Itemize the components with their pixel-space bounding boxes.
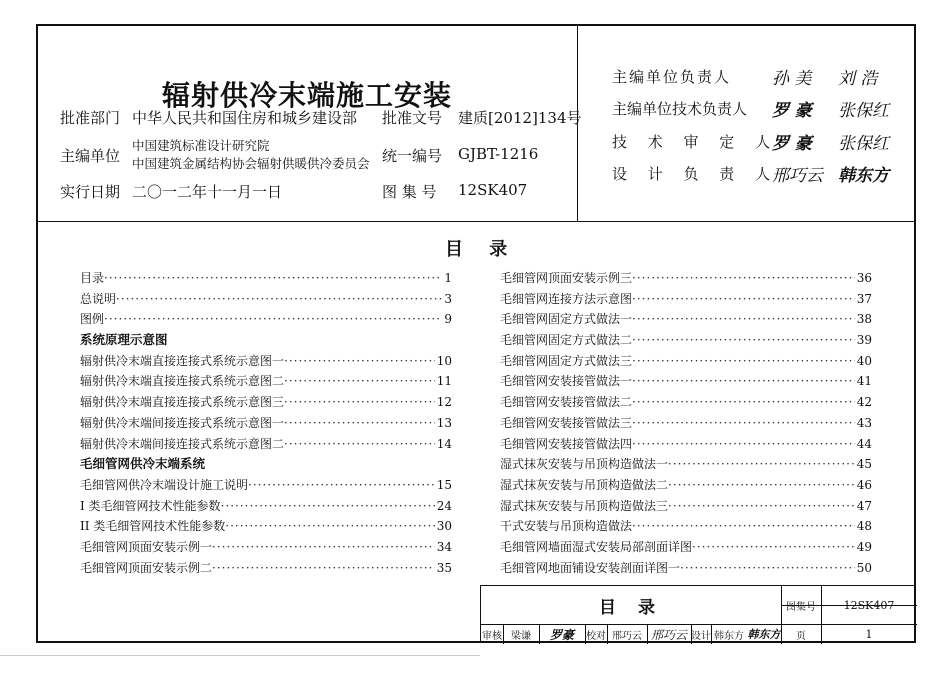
toc-page-number: 44 (856, 436, 872, 451)
title-block-title: 目 录 (599, 597, 663, 618)
editor-unit-1: 中国建筑标准设计研究院 (132, 138, 270, 153)
signature-4a: 邢巧云 (772, 166, 823, 186)
toc-page-number: 14 (436, 436, 452, 451)
toc-entry (500, 268, 872, 289)
toc-page-number: 15 (436, 477, 452, 492)
toc-entry-title: 系统原理示意图 (80, 332, 168, 348)
toc-leader-dots (632, 434, 855, 455)
toc-leader-dots (284, 413, 435, 434)
toc-heading: 目 录 (445, 239, 518, 260)
atlas-title: 辐射供冷末端施工安装 (161, 79, 452, 112)
toc-page-number: 46 (856, 477, 872, 492)
unified-no-label: 统一编号 (382, 147, 443, 165)
signature-1b: 刘 浩 (838, 69, 878, 89)
toc-page-number: 24 (436, 498, 452, 513)
toc-leader-dots (212, 558, 435, 579)
toc-leader-dots (116, 289, 442, 310)
atlas-no-label: 图 集 号 (382, 183, 437, 201)
review-label: 审核 (482, 630, 502, 642)
check-label: 校对 (586, 630, 606, 642)
toc-entry-title: 目录 (80, 271, 105, 285)
signature-3a: 罗 豪 (772, 134, 812, 154)
signature-1a: 孙 美 (772, 69, 812, 89)
toc-entry (500, 330, 872, 351)
designer-signature: 韩东方 (747, 628, 781, 641)
toc-page-number: 49 (856, 539, 872, 554)
header-signature-panel (578, 24, 916, 222)
toc-entry-title: I 类毛细管网技术性能参数 (80, 498, 221, 513)
toc-entry (80, 434, 452, 455)
toc-entry-title: 辐射供冷末端直接连接式系统示意图二 (80, 374, 285, 389)
toc-entry (80, 371, 452, 392)
toc-leader-dots (668, 454, 855, 475)
toc-entry (80, 537, 452, 558)
toc-entry-title: 毛细管网地面铺设安装剖面详图一 (500, 560, 681, 575)
toc-entry (80, 392, 452, 413)
toc-entry-title: 毛细管网顶面安装示例三 (500, 271, 633, 285)
toc-leader-dots (104, 268, 442, 289)
toc-entry (500, 371, 872, 392)
toc-page-number: 45 (856, 457, 872, 472)
toc-page-number: 43 (856, 415, 872, 430)
page-label: 页 (796, 630, 806, 642)
toc-entry-title: 毛细管网固定方式做法二 (500, 333, 633, 348)
toc-entry (500, 351, 872, 372)
toc-entry (80, 309, 452, 330)
toc-entry-title: 辐射供冷末端直接连接式系统示意图三 (80, 395, 285, 410)
toc-entry (500, 413, 872, 434)
toc-entry-title: 毛细管网安装接管做法三 (500, 415, 633, 430)
toc-page-number: 40 (856, 353, 872, 368)
toc-page-number: 41 (856, 374, 872, 389)
toc-entry-title: 辐射供冷末端间接连接式系统示意图一 (80, 415, 285, 430)
toc-leader-dots (668, 496, 855, 517)
toc-page-number: 50 (856, 560, 872, 575)
toc-page-number: 1 (444, 271, 452, 285)
toc-entry (80, 475, 452, 496)
toc-page-number: 48 (856, 519, 872, 534)
sig-role-2: 主编单位技术负责人 (612, 100, 748, 118)
toc-page-number: 42 (856, 395, 872, 410)
toc-entry (500, 454, 872, 475)
toc-page-number: 35 (436, 560, 452, 575)
toc-entry (500, 537, 872, 558)
toc-entry-title: 毛细管网固定方式做法三 (500, 353, 633, 368)
signature-2b: 张保红 (838, 101, 889, 121)
toc-entry-title: 毛细管网连接方法示意图 (500, 291, 633, 306)
toc-section-heading (80, 454, 452, 475)
toc-leader-dots (680, 558, 855, 579)
toc-page-number: 37 (856, 291, 872, 306)
toc-entry (80, 496, 452, 517)
toc-entry-title: 总说明 (80, 291, 117, 306)
toc-entry-title: II 类毛细管网技术性能参数 (80, 519, 226, 534)
toc-page-number: 3 (444, 291, 452, 306)
toc-leader-dots (632, 516, 855, 537)
toc-entry (500, 475, 872, 496)
toc-entry-title: 毛细管网顶面安装示例二 (80, 560, 213, 575)
toc-entry-title: 毛细管网墙面湿式安装局部剖面详图 (500, 539, 693, 554)
toc-page-number: 11 (436, 374, 452, 389)
toc-entry-title: 毛细管网供冷末端设计施工说明 (80, 477, 249, 492)
approve-doc-label: 批准文号 (382, 109, 443, 127)
toc-leader-dots (632, 371, 855, 392)
toc-leader-dots (225, 516, 434, 537)
sig-role-3: 技 术 审 定 人 (612, 133, 779, 151)
toc-page-number: 13 (436, 415, 452, 430)
sig-role-1: 主编单位负责人 (612, 68, 732, 86)
sig-role-4: 设 计 负 责 人 (612, 165, 779, 183)
toc-leader-dots (104, 309, 442, 330)
atlas-no: 12SK407 (458, 181, 528, 199)
reviewer-name: 梁谦 (511, 630, 531, 642)
signature-4b: 韩东方 (838, 166, 889, 186)
approve-dept: 中华人民共和国住房和城乡建设部 (132, 109, 358, 127)
toc-leader-dots (284, 392, 435, 413)
toc-page-number: 38 (856, 312, 872, 327)
toc-entry (80, 558, 452, 579)
toc-entry-title: 湿式抹灰安装与吊顶构造做法二 (500, 477, 669, 492)
toc-leader-dots (212, 537, 435, 558)
toc-leader-dots (284, 434, 435, 455)
toc-entry (500, 558, 872, 579)
toc-entry (80, 351, 452, 372)
signature-2a: 罗 豪 (772, 101, 812, 121)
toc-leader-dots (692, 537, 855, 558)
toc-entry (80, 289, 452, 310)
toc-entry (80, 268, 452, 289)
designer-name: 韩东方 (714, 630, 744, 642)
toc-leader-dots (632, 268, 855, 289)
toc-entry-title: 毛细管网安装接管做法一 (500, 374, 633, 389)
toc-leader-dots (248, 475, 435, 496)
approve-doc: 建质[2012]134号 (458, 109, 582, 127)
toc-page-number: 9 (444, 312, 452, 327)
page-number: 1 (865, 627, 873, 641)
toc-entry-title: 毛细管网安装接管做法二 (500, 395, 633, 410)
toc-page-number: 12 (436, 395, 452, 410)
toc-leader-dots (284, 371, 435, 392)
toc-entry (500, 392, 872, 413)
editor-label: 主编单位 (60, 147, 121, 165)
toc-leader-dots (632, 351, 855, 372)
toc-page-number: 10 (436, 353, 452, 368)
toc-entry-title: 湿式抹灰安装与吊顶构造做法三 (500, 498, 669, 513)
toc-leader-dots (284, 351, 435, 372)
page-bottom-rule (0, 655, 480, 656)
toc-leader-dots (632, 413, 855, 434)
toc-entry-title: 辐射供冷末端间接连接式系统示意图二 (80, 436, 285, 451)
signature-3b: 张保红 (838, 134, 889, 154)
title-block-atlas-label: 图集号 (786, 601, 816, 613)
toc-entry (500, 309, 872, 330)
toc-entry-title: 湿式抹灰安装与吊顶构造做法一 (500, 457, 669, 472)
toc-entry (500, 496, 872, 517)
toc-page-number: 34 (436, 539, 452, 554)
toc-leader-dots (221, 496, 435, 517)
editor-unit-2: 中国建筑金属结构协会辐射供暖供冷委员会 (132, 156, 370, 171)
toc-page-number: 39 (856, 333, 872, 348)
toc-right-column (500, 268, 872, 578)
toc-entry-title: 干式安装与吊顶构造做法 (500, 519, 633, 534)
toc-entry-title: 辐射供冷末端直接连接式系统示意图一 (80, 353, 285, 368)
checker-name: 邢巧云 (612, 630, 642, 642)
toc-leader-dots (632, 330, 855, 351)
toc-entry (500, 289, 872, 310)
title-block-atlas-no: 12SK407 (843, 598, 895, 612)
toc-entry (500, 516, 872, 537)
toc-left-column (80, 268, 452, 578)
toc-entry-title: 毛细管网顶面安装示例一 (80, 539, 213, 554)
effective-date: 二〇一二年十一月一日 (132, 183, 283, 201)
design-label: 设计 (691, 630, 711, 642)
toc-section-heading (80, 330, 452, 351)
toc-leader-dots (632, 289, 855, 310)
toc-entry-title: 毛细管网安装接管做法四 (500, 436, 633, 451)
toc-entry-title: 毛细管网供冷末端系统 (80, 456, 206, 472)
date-label: 实行日期 (60, 183, 121, 201)
toc-leader-dots (632, 309, 855, 330)
toc-page-number: 36 (856, 271, 872, 285)
toc-entry-title: 毛细管网固定方式做法一 (500, 312, 633, 327)
toc-leader-dots (632, 392, 855, 413)
toc-leader-dots (668, 475, 855, 496)
approve-dept-label: 批准部门 (60, 109, 121, 127)
checker-signature: 邢巧云 (650, 627, 687, 642)
unified-no: GJBT-1216 (458, 145, 539, 163)
toc-entry-title: 图例 (80, 312, 105, 327)
toc-page-number: 47 (856, 498, 872, 513)
reviewer-signature: 罗豪 (549, 627, 574, 642)
toc-entry (80, 516, 452, 537)
toc-entry (80, 413, 452, 434)
toc-page-number: 30 (436, 519, 452, 534)
toc-entry (500, 434, 872, 455)
title-block (480, 585, 916, 643)
